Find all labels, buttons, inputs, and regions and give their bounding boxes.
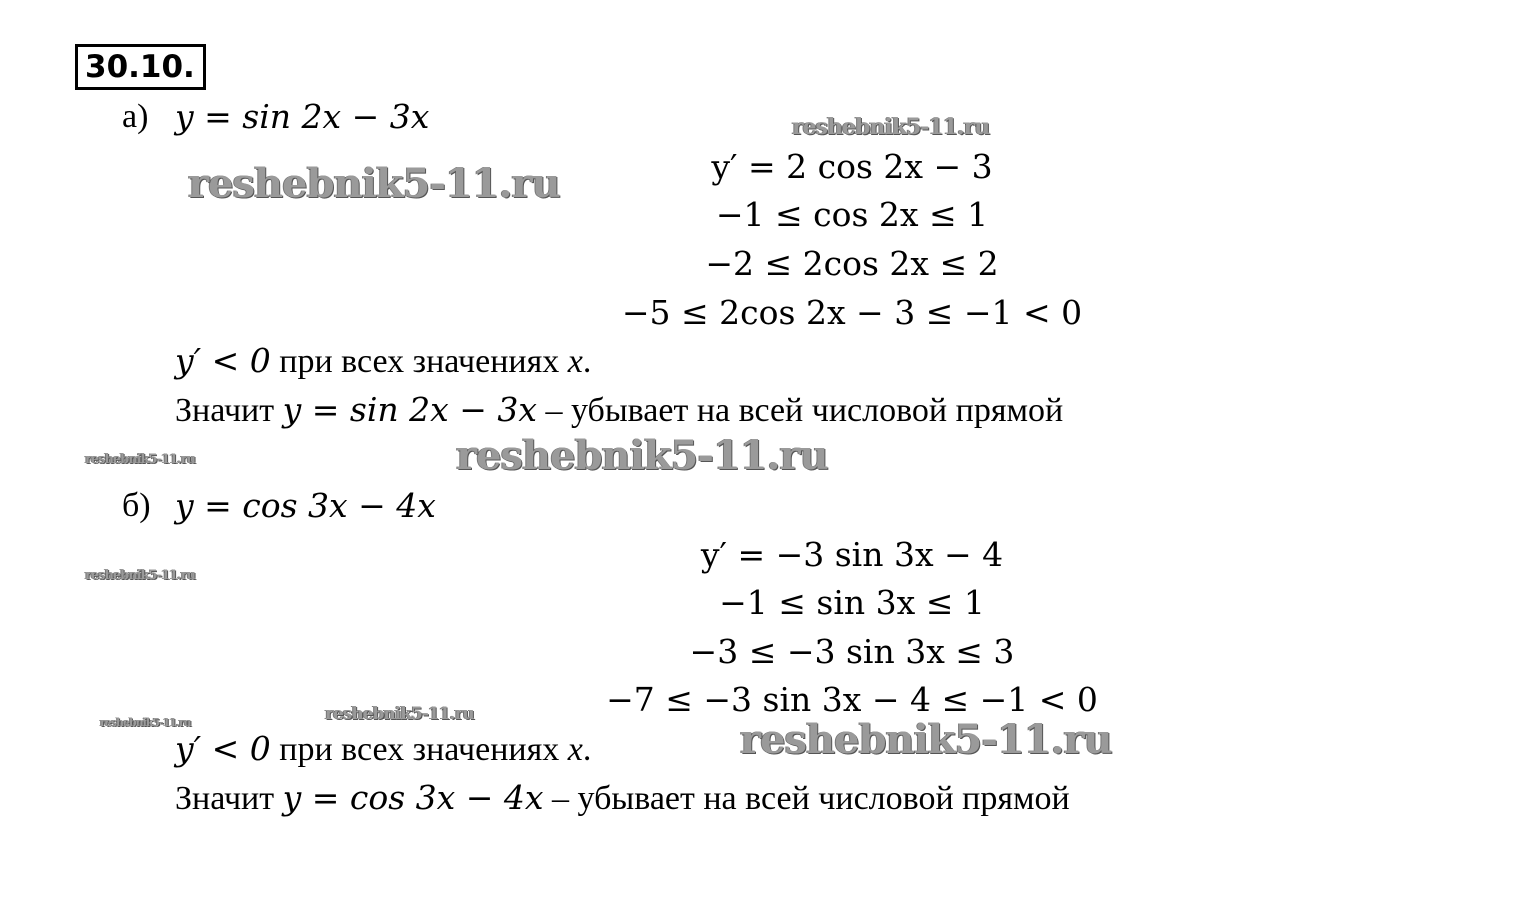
part-b-label: б) <box>122 487 151 524</box>
part-a-conclusion1-end: . <box>582 343 592 380</box>
part-a-conclusion2 <box>175 390 1063 430</box>
part-b-conclusion2-end: – убывает на всей числовой прямой <box>543 780 1070 817</box>
part-a-label: а) <box>122 98 149 135</box>
problem-number: 30.10. <box>75 44 206 90</box>
part-a-derivative: y′ = 2 cos 2x − 3 <box>711 147 993 186</box>
part-b-conclusion2-math: y = cos 3x − 4x <box>282 778 544 817</box>
watermark: reshebnik5-11.ru <box>325 704 474 724</box>
part-b-conclusion1-math: y′ < 0 <box>175 729 271 768</box>
part-b-conclusion1-var: x <box>567 731 583 768</box>
part-b-conclusion1 <box>175 729 591 769</box>
part-a-step2: −2 ≤ 2cos 2x ≤ 2 <box>705 244 999 283</box>
part-b-function: y = cos 3x − 4x <box>175 486 436 525</box>
part-a-conclusion1-var: x <box>567 343 583 380</box>
part-a-conclusion2-math: y = sin 2x − 3x <box>282 390 537 429</box>
part-b-derivative: y′ = −3 sin 3x − 4 <box>700 535 1004 574</box>
part-a-conclusion1 <box>175 341 591 381</box>
watermark: reshebnik5-11.ru <box>100 716 191 729</box>
part-b-conclusion1-end: . <box>582 731 592 768</box>
part-b-step1: −1 ≤ sin 3x ≤ 1 <box>719 583 985 622</box>
part-a-conclusion1-math: y′ < 0 <box>175 341 271 380</box>
watermark: reshebnik5-11.ru <box>456 432 828 479</box>
part-a-step1: −1 ≤ cos 2x ≤ 1 <box>715 195 989 234</box>
part-a-function: y = sin 2x − 3x <box>175 97 430 136</box>
part-b-conclusion1-text: при всех значениях <box>270 731 568 768</box>
part-b-step3: −7 ≤ −3 sin 3x − 4 ≤ −1 < 0 <box>606 680 1098 719</box>
watermark: reshebnik5-11.ru <box>188 160 560 207</box>
part-b-conclusion2 <box>175 778 1070 818</box>
part-b-conclusion2-text: Значит <box>175 780 283 817</box>
watermark: reshebnik5-11.ru <box>85 452 196 467</box>
part-a-conclusion2-end: – убывает на всей числовой прямой <box>536 392 1064 429</box>
watermark: reshebnik5-11.ru <box>792 114 990 140</box>
part-b-step2: −3 ≤ −3 sin 3x ≤ 3 <box>689 632 1015 671</box>
watermark: reshebnik5-11.ru <box>740 716 1112 763</box>
part-a-conclusion2-text: Значит <box>175 392 283 429</box>
watermark: reshebnik5-11.ru <box>85 568 196 583</box>
part-a-step3: −5 ≤ 2cos 2x − 3 ≤ −1 < 0 <box>621 293 1083 332</box>
part-a-conclusion1-text: при всех значениях <box>270 343 568 380</box>
